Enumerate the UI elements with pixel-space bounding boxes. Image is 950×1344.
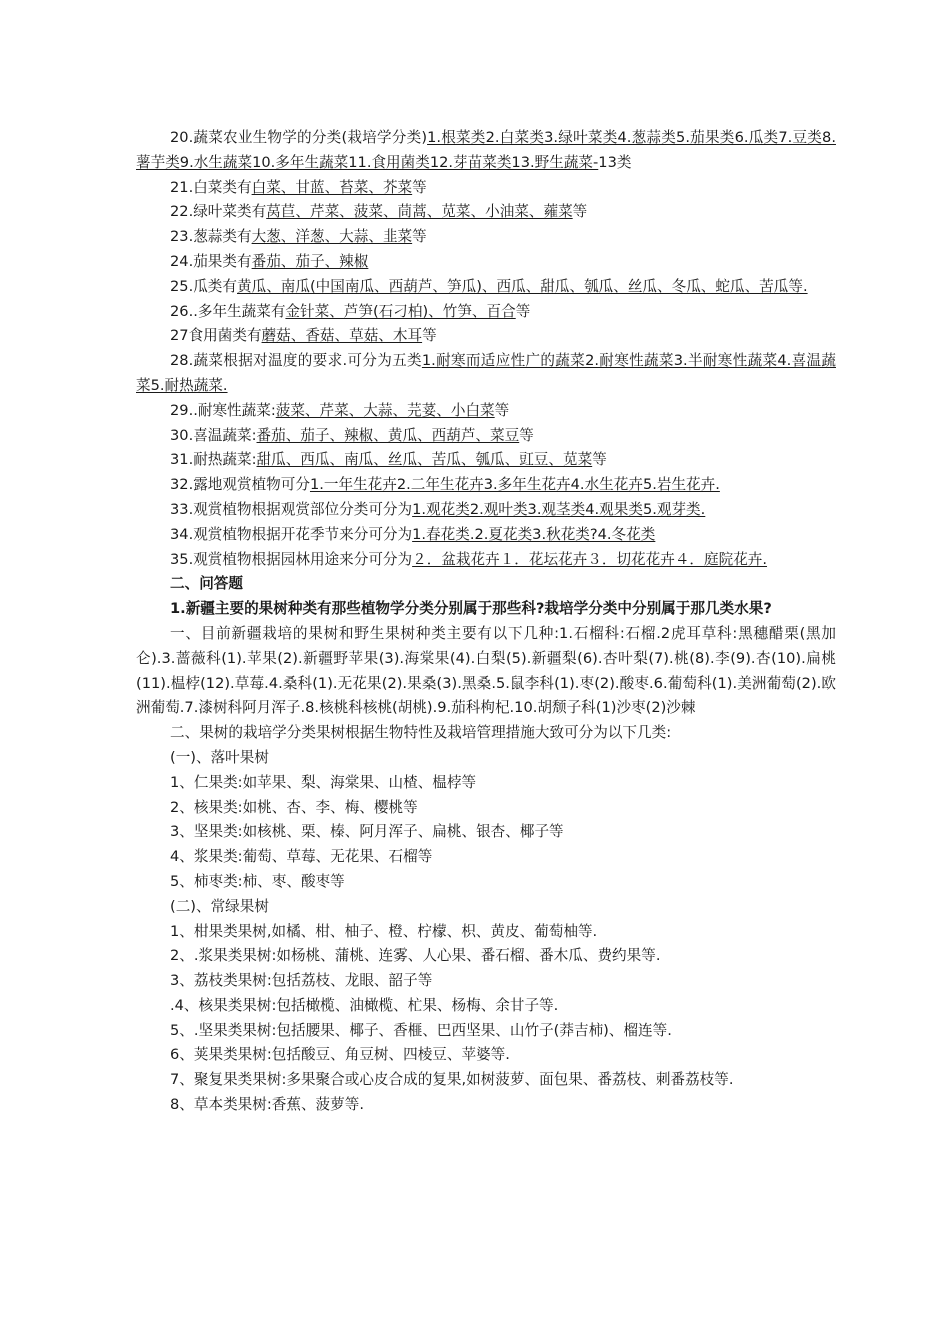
answer-paragraph: .4、核果类果树:包括橄榄、油橄榄、杧果、杨梅、余甘子等. [170,996,559,1014]
answer-paragraph: 4、浆果类:葡萄、草莓、无花果、石榴等 [170,848,433,866]
answer-paragraph: 1、仁果类:如苹果、梨、海棠果、山楂、榅桲等 [170,773,477,791]
item-answer: ２．盆栽花卉１．花坛花卉３．切花花卉４．庭院花卉. [412,550,768,568]
list-item [136,176,836,201]
fill-in-items [136,126,836,572]
list-item [136,473,836,498]
answer-paragraph: 1、柑果类果树,如橘、柑、柚子、橙、柠檬、枳、黄皮、葡萄柚等. [170,922,598,940]
item-suffix: 等 [494,401,510,419]
item-answer: 1.根菜类2.白菜类3.绿叶菜类4.葱蒜类5.茄果类6.瓜类7.豆类8.薯芋类9.水生蔬菜10.多年生蔬菜11.食用菌类12.芽苗菜类13.野生蔬菜- [136,129,836,171]
answer-paragraph: (一)、落叶果树 [170,748,269,766]
list-item [136,523,836,548]
list-item [136,250,836,275]
list-item [136,349,836,399]
answer-paragraph: 二、果树的栽培学分类果树根据生物特性及栽培管理措施大致可分为以下几类: [170,724,672,742]
item-prompt: 28.蔬菜根据对温度的要求.可分为五类 [170,352,422,370]
item-answer: 1.耐寒而适应性广的蔬菜2.耐寒性蔬菜3.半耐寒性蔬菜4.喜温蔬菜5.耐热蔬菜. [136,352,836,394]
item-answer: 番茄、茄子、辣椒 [251,252,369,270]
item-answer: 1.春花类.2.夏花类3.秋花类?4.冬花类 [412,525,656,543]
document-page [136,126,836,1118]
list-item [136,300,836,325]
item-answer: 莴苣、芹菜、菠菜、茼蒿、苋菜、小油菜、蕹菜 [266,203,573,221]
question-text: 1.新疆主要的果树种类有那些植物学分类分别属于那些科?栽培学分类中分别属于那几类水果? [170,600,772,618]
answer-paragraph: 2、核果类:如桃、杏、李、梅、樱桃等 [170,798,418,816]
item-prompt: 27食用菌类有 [170,327,262,345]
list-item [136,126,836,176]
item-prompt: 25.瓜类有 [170,277,237,295]
list-item [136,498,836,523]
item-prompt: 23.葱蒜类有 [170,228,252,246]
list-item [136,200,836,225]
list-item [136,548,836,573]
item-answer: 白菜、甘蓝、苔菜、芥菜 [251,178,413,196]
item-answer: 番茄、茄子、辣椒、黄瓜、西葫芦、菜豆 [256,426,520,444]
item-prompt: 26..多年生蔬菜有 [170,302,286,320]
item-suffix: 等 [422,327,437,345]
list-item [136,324,836,349]
item-suffix: 13类 [598,153,632,171]
answer-paragraph: 7、聚复果类果树:多果聚合或心皮合成的复果,如树菠萝、面包果、番荔枝、刺番荔枝等. [170,1071,734,1089]
item-suffix: 等 [519,426,534,444]
item-answer: 菠菜、芹菜、大蒜、芫荽、小白菜 [275,401,495,419]
item-prompt: 29..耐寒性蔬菜: [170,401,276,419]
answer-body [136,622,836,1118]
item-answer: 大葱、洋葱、大蒜、韭菜 [251,228,413,246]
list-item [136,275,836,300]
answer-paragraph: 5、柿枣类:柿、枣、酸枣等 [170,872,345,890]
answer-paragraph: 5、.坚果类果树:包括腰果、椰子、香榧、巴西坚果、山竹子(莽吉柿)、榴连等. [170,1021,672,1039]
item-prompt: 22.绿叶菜类有 [170,203,267,221]
section-heading: 二、问答题 [170,575,243,593]
item-prompt: 31.耐热蔬菜: [170,451,257,469]
item-answer: 1.观花类2.观叶类3.观茎类4.观果类5.观芽类. [412,500,706,518]
answer-paragraph: 一、目前新疆栽培的果树和野生果树种类主要有以下几种:1.石榴科:石榴.2虎耳草科:黑穗醋栗(黑加仑).3.蔷薇科(1).苹果(2).新疆野苹果(3).海棠果(4).白梨(5).新疆梨(6).杏叶梨(7).桃(8).李(9).杏(10).扁桃(11).榅桲(12).草莓.4.桑科(1).无花果(2).果桑(3).黑桑.5.鼠李科(1).枣(2).酸枣.6.葡萄科(1).美洲葡萄(2).欧洲葡萄.7.漆树科阿月浑子.8.核桃科核桃(胡桃).9.茄科枸杞.10.胡颓子科(1)沙枣(2)沙棘 [136,624,836,717]
item-answer: 黄瓜、南瓜(中国南瓜、西葫芦、笋瓜)、西瓜、甜瓜、瓠瓜、丝瓜、冬瓜、蛇瓜、苦瓜等. [237,277,808,295]
item-suffix: 等 [412,228,427,246]
item-answer: 甜瓜、西瓜、南瓜、丝瓜、苦瓜、瓠瓜、豇豆、苋菜 [256,451,593,469]
item-suffix: 等 [515,302,531,320]
list-item [136,424,836,449]
answer-paragraph: (二)、常绿果树 [170,897,269,915]
list-item [136,225,836,250]
answer-paragraph: 8、草本类果树:香蕉、菠萝等. [170,1096,364,1114]
list-item [136,448,836,473]
item-prompt: 33.观赏植物根据观赏部位分类可分为 [170,500,413,518]
item-prompt: 32.露地观赏植物可分 [170,476,310,494]
item-prompt: 35.观赏植物根据园林用途来分可分为 [170,550,413,568]
item-prompt: 21.白菜类有 [170,178,252,196]
item-answer: 金针菜、芦笋(石刁柏)、竹笋、百合 [285,302,516,320]
item-suffix: 等 [572,203,588,221]
answer-paragraph: 3、荔枝类果树:包括荔枝、龙眼、韶子等 [170,972,433,990]
item-suffix: 等 [592,451,607,469]
item-prompt: 24.茄果类有 [170,252,252,270]
item-prompt: 34.观赏植物根据开花季节来分可分为 [170,525,413,543]
list-item [136,399,836,424]
answer-paragraph: 3、坚果类:如核桃、栗、榛、阿月浑子、扁桃、银杏、椰子等 [170,823,564,841]
item-prompt: 30.喜温蔬菜: [170,426,257,444]
answer-paragraph: 2、.浆果类果树:如杨桃、蒲桃、连雾、人心果、番石榴、番木瓜、费约果等. [170,947,661,965]
item-answer: 蘑菇、香菇、草菇、木耳 [261,327,423,345]
answer-paragraph: 6、荚果类果树:包括酸豆、角豆树、四棱豆、苹婆等. [170,1046,510,1064]
item-suffix: 等 [412,178,427,196]
item-answer: 1.一年生花卉2.二年生花卉3.多年生花卉4.水生花卉5.岩生花卉. [309,476,720,494]
item-prompt: 20.蔬菜农业生物学的分类(栽培学分类) [170,129,428,146]
